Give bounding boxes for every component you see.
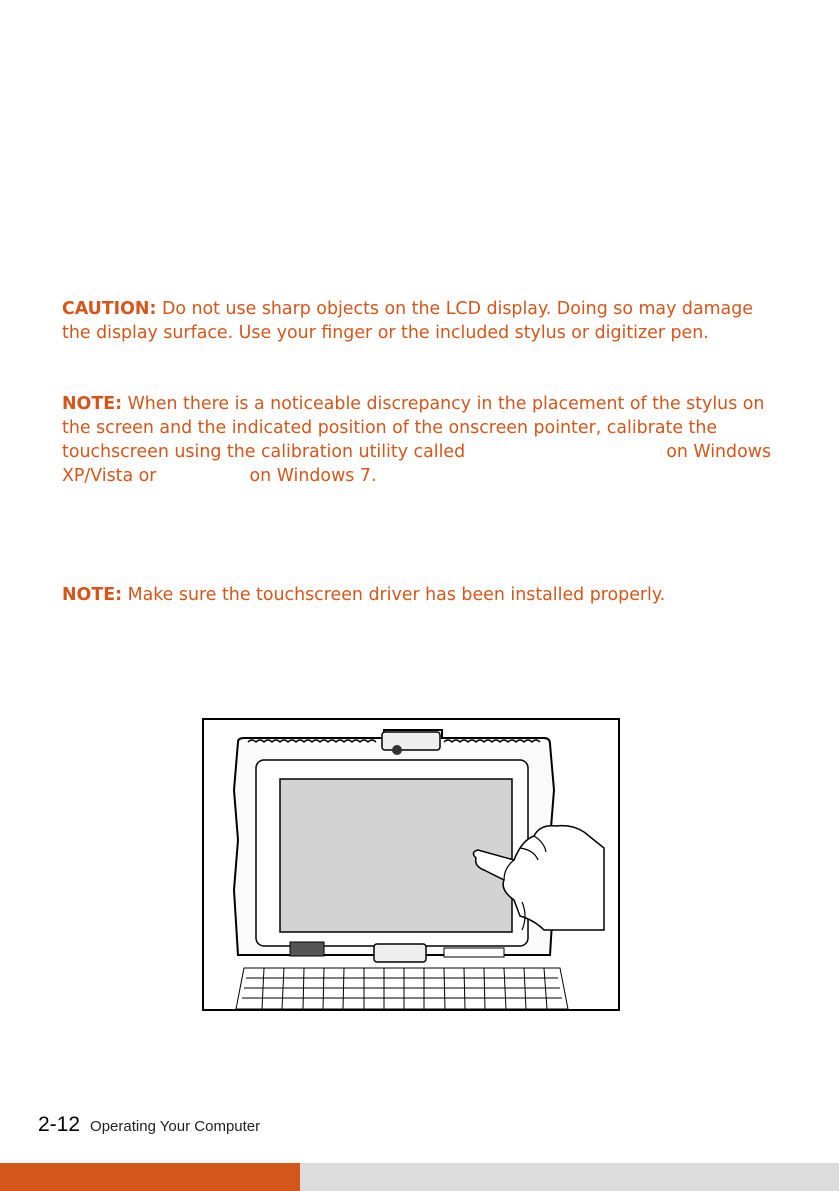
- calibration-note-text-3: on Windows 7.: [244, 466, 377, 486]
- note-label: NOTE:: [62, 394, 123, 414]
- page-footer: [38, 1113, 260, 1137]
- status-panel: [444, 948, 504, 957]
- touchscreen-illustration: [202, 718, 620, 1011]
- camera-housing: [382, 732, 440, 750]
- footer-gray-bar: [300, 1163, 839, 1191]
- caution-paragraph: [62, 297, 778, 345]
- page-number: 2-12: [38, 1113, 81, 1136]
- caution-label: CAUTION:: [62, 299, 157, 319]
- camera-icon: [392, 745, 402, 755]
- footer-accent-bar: [0, 1163, 300, 1191]
- driver-note: [62, 583, 778, 607]
- keyboard: [236, 968, 568, 1009]
- fingerprint-reader: [290, 942, 324, 956]
- calibration-note-text-2: on Windows XP/Vista or: [62, 442, 772, 486]
- section-title: Operating Your Computer: [90, 1118, 261, 1135]
- calibration-note-text: When there is a noticeable discrepancy in the placement of the stylus on the screen and the indicated position of the onscreen pointer, calibrate the touchscreen using the calibration utility called: [62, 394, 765, 462]
- note-label: NOTE:: [62, 585, 123, 605]
- tablet-drawing: [204, 720, 618, 1009]
- calibration-note: [62, 392, 778, 488]
- caution-text: Do not use sharp objects on the LCD display. Doing so may damage the display surface. Use your finger or the included stylus or digitizer pen.: [62, 299, 753, 343]
- hinge: [374, 944, 426, 962]
- driver-note-text: Make sure the touchscreen driver has been installed properly.: [122, 585, 666, 605]
